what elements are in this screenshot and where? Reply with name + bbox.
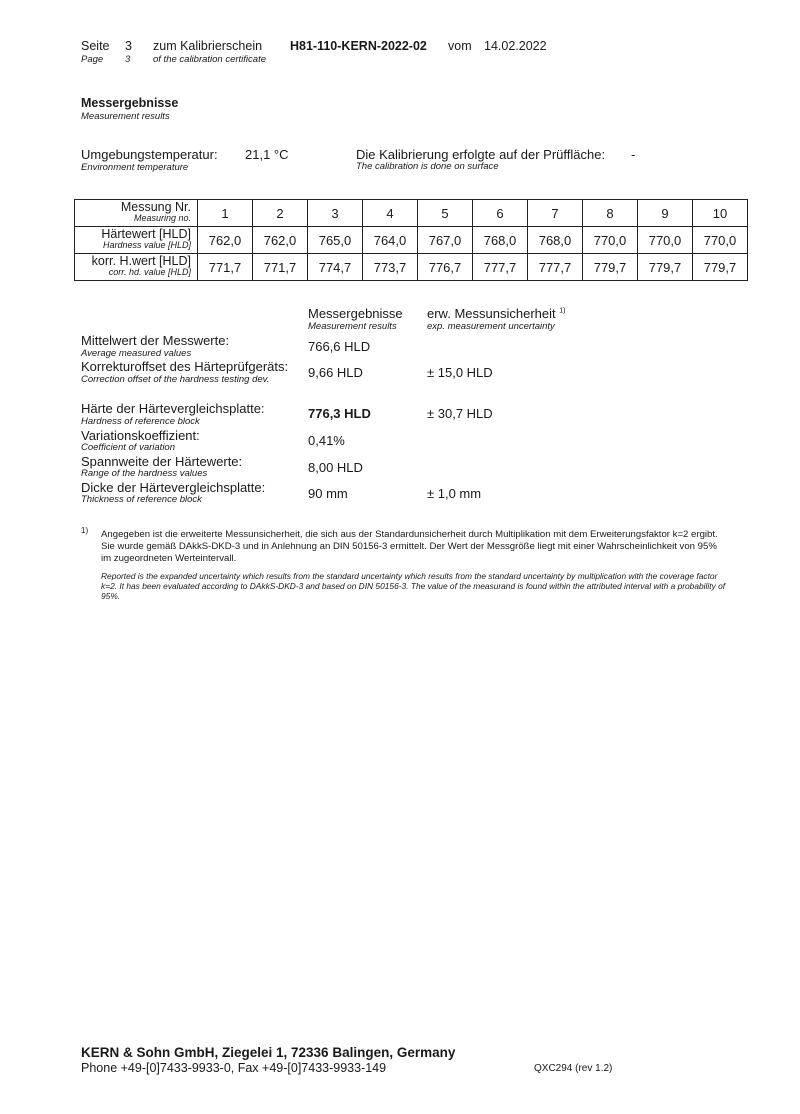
corrected-hardness-cell: 777,7 [528, 254, 583, 281]
row-label-en: Hardness value [HLD] [102, 240, 191, 250]
result-label: Härte der Härtevergleichsplatte: [81, 401, 265, 416]
result-value: 766,6 HLD [308, 339, 371, 354]
corrected-hardness-cell: 773,7 [363, 254, 418, 281]
uncertainty-column-header [427, 306, 565, 321]
footer-company-address: KERN & Sohn GmbH, Ziegelei 1, 72336 Balingen, Germany [81, 1045, 456, 1060]
measurement-number-cell: 9 [638, 200, 693, 227]
corrected-hardness-cell: 776,7 [418, 254, 473, 281]
measurement-number-cell: 6 [473, 200, 528, 227]
hardness-value-cell: 764,0 [363, 227, 418, 254]
result-value: 0,41% [308, 433, 345, 448]
row-label-corrected-hardness [75, 254, 198, 281]
measurement-number-cell: 8 [583, 200, 638, 227]
measurement-number-cell: 1 [198, 200, 253, 227]
certificate-date: 14.02.2022 [484, 39, 547, 53]
measurement-number-cell: 3 [308, 200, 363, 227]
result-uncertainty: ± 1,0 mm [427, 486, 482, 501]
corrected-hardness-cell: 771,7 [253, 254, 308, 281]
corrected-hardness-cell: 771,7 [198, 254, 253, 281]
certificate-reference-label-en: of the calibration certificate [153, 54, 267, 65]
row-label-de: Messung Nr. [120, 200, 191, 214]
row-label-de: korr. H.wert [HLD] [91, 254, 191, 268]
result-label-en: Coefficient of variation [81, 442, 175, 453]
hardness-value-cell: 770,0 [583, 227, 638, 254]
row-label-en: Measuring no. [133, 213, 191, 223]
result-label-en: Correction offset of the hardness testing dev. [81, 374, 270, 385]
result-value-reference-hardness: 776,3 HLD [308, 406, 371, 421]
hardness-value-row [75, 227, 748, 254]
corrected-hardness-cell: 777,7 [473, 254, 528, 281]
row-label-de: Härtewert [HLD] [101, 227, 191, 241]
row-label-hardness-value [75, 227, 198, 254]
result-value: 8,00 HLD [308, 460, 363, 475]
calibration-surface-label: Die Kalibrierung erfolgte auf der Prüffläche: [356, 147, 606, 162]
hardness-value-cell: 768,0 [528, 227, 583, 254]
section-title-en: Measurement results [81, 111, 170, 122]
result-label-en: Thickness of reference block [81, 494, 202, 505]
footer-form-code: QXC294 (rev 1.2) [534, 1063, 613, 1074]
measurement-number-row [75, 200, 748, 227]
corrected-hardness-cell: 779,7 [583, 254, 638, 281]
hardness-value-cell: 765,0 [308, 227, 363, 254]
corrected-hardness-cell: 779,7 [638, 254, 693, 281]
results-column-header-en: Measurement results [308, 321, 397, 332]
footnote-text-de: Angegeben ist die erweiterte Messunsicherheit, die sich aus der Standardunsicherheit durch Multiplikation mit dem Erweiterungsfaktor k=2 ergibt. Sie wurde gemäß DAkkS-DKD-3 und in Anlehnung an DIN 50156-3 ermittelt. Der Wert der Messgröße liegt mit einer Wahrscheinlichkeit von 95% im zugeordneten Werteintervall. [101, 529, 718, 564]
measurement-number-cell: 10 [693, 200, 748, 227]
environment-temperature-label: Umgebungstemperatur: [81, 147, 218, 162]
calibration-surface-label-en: The calibration is done on surface [356, 161, 499, 172]
measurement-table [74, 199, 748, 281]
measurement-number-cell: 7 [528, 200, 583, 227]
hardness-value-cell: 762,0 [198, 227, 253, 254]
result-label: Mittelwert der Messwerte: [81, 333, 230, 348]
footnote-text-en: Reported is the expanded uncertainty which results from the standard uncertainty which results from the standard uncertainty by multiplication with the coverage factor k=2. It has been evaluated according to DAkkS-DKD-3 and based on DIN 50156-3. The value of the measurand is found within the attributed interval with a probability of 95%. [101, 571, 726, 601]
page-number-en: 3 [125, 54, 131, 65]
date-label: vom [448, 39, 472, 53]
result-label-en: Hardness of reference block [81, 416, 200, 427]
hardness-value-cell: 767,0 [418, 227, 473, 254]
measurement-number-cell: 5 [418, 200, 473, 227]
corrected-hardness-cell: 779,7 [693, 254, 748, 281]
hardness-value-cell: 768,0 [473, 227, 528, 254]
environment-temperature-value: 21,1 °C [245, 147, 289, 162]
hardness-value-cell: 770,0 [638, 227, 693, 254]
result-label: Dicke der Härtevergleichsplatte: [81, 480, 266, 495]
calibration-surface-value: - [631, 147, 636, 162]
section-title: Messergebnisse [81, 96, 179, 110]
corrected-hardness-row [75, 254, 748, 281]
footer-phone-fax: Phone +49-[0]7433-9933-0, Fax +49-[0]7433-9933-149 [81, 1061, 387, 1075]
result-label: Spannweite der Härtewerte: [81, 454, 243, 469]
measurement-number-cell: 2 [253, 200, 308, 227]
results-column-header: Messergebnisse [308, 306, 403, 321]
row-label-en: corr. hd. value [HLD] [108, 267, 191, 277]
hardness-value-cell: 762,0 [253, 227, 308, 254]
page-number: 3 [125, 39, 132, 53]
measurement-number-cell: 4 [363, 200, 418, 227]
footnote-mark: 1) [81, 526, 89, 535]
result-uncertainty: ± 15,0 HLD [427, 365, 493, 380]
page-label-en: Page [81, 54, 104, 65]
result-uncertainty: ± 30,7 HLD [427, 406, 493, 421]
certificate-reference-label: zum Kalibrierschein [153, 39, 263, 53]
result-label-en: Average measured values [81, 348, 192, 359]
result-label: Korrekturoffset des Härteprüfgeräts: [81, 359, 289, 374]
uncertainty-column-header-text: erw. Messunsicherheit [427, 306, 556, 321]
certificate-id: H81-110-KERN-2022-02 [290, 39, 427, 53]
uncertainty-column-header-en: exp. measurement uncertainty [427, 321, 555, 332]
hardness-value-cell: 770,0 [693, 227, 748, 254]
result-value: 9,66 HLD [308, 365, 363, 380]
row-label-measurement-number [75, 200, 198, 227]
result-value: 90 mm [308, 486, 348, 501]
footnote-reference: 1) [559, 307, 566, 315]
page-label: Seite [81, 39, 110, 53]
result-label: Variationskoeffizient: [81, 428, 200, 443]
result-label-en: Range of the hardness values [81, 468, 208, 479]
environment-temperature-label-en: Environment temperature [81, 162, 189, 173]
corrected-hardness-cell: 774,7 [308, 254, 363, 281]
